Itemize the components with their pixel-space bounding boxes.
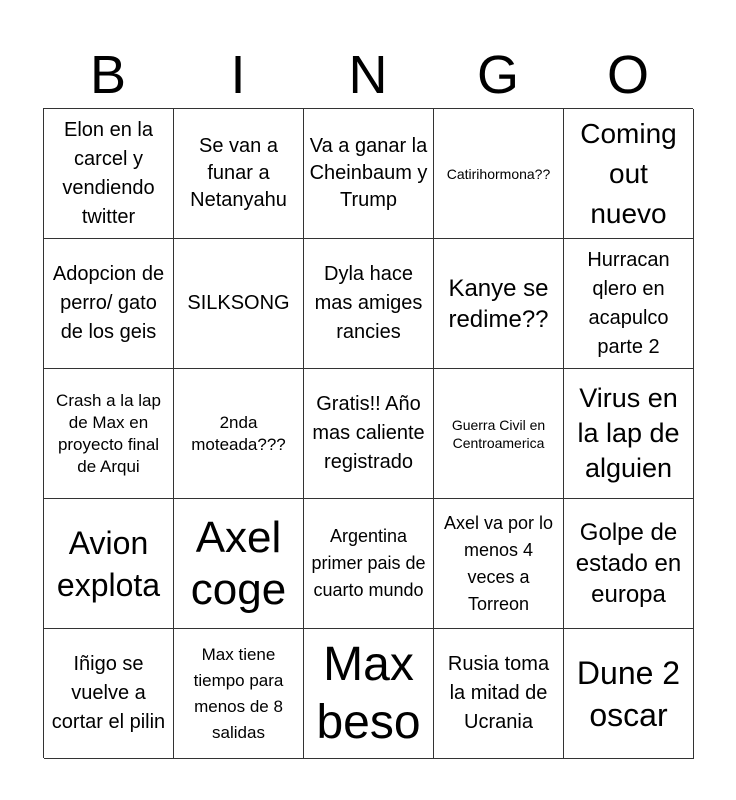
cell-text: Golpe de estado en europa <box>575 519 682 608</box>
cell-text: Dyla hace mas amiges rancies <box>314 263 423 343</box>
cell-text: Rusia toma la mitad de Ucrania <box>447 653 550 733</box>
cell-text: Guerra Civil en Centroamerica <box>451 416 546 451</box>
cell-text: Iñigo se vuelve a cortar el pilin <box>51 653 166 733</box>
bingo-cell-r5-c2[interactable] <box>174 629 304 759</box>
cell-text: Max tiene tiempo para menos de 8 salidas <box>193 644 284 742</box>
bingo-cell-r4-c1[interactable] <box>44 499 174 629</box>
cell-text: Dune 2 oscar <box>576 654 681 733</box>
bingo-cell-r3-c3[interactable] <box>304 369 434 499</box>
cell-text: Crash a la lap de Max en proyecto final de Arqui <box>56 390 161 476</box>
bingo-cell-r1-c4[interactable] <box>434 109 564 239</box>
bingo-cell-r5-c3[interactable] <box>304 629 434 759</box>
bingo-cell-r2-c2[interactable] <box>174 239 304 369</box>
cell-text: Axel coge <box>190 512 287 614</box>
bingo-cell-r1-c1[interactable] <box>44 109 174 239</box>
bingo-cell-r4-c2[interactable] <box>174 499 304 629</box>
cell-text: Argentina primer pais de cuarto mundo <box>311 526 426 600</box>
bingo-cell-r3-c2[interactable] <box>174 369 304 499</box>
bingo-header <box>43 44 693 106</box>
bingo-cell-r1-c3[interactable] <box>304 109 434 239</box>
cell-text: Va a ganar la Cheinbaum y Trump <box>309 135 428 211</box>
header-letter-g: G <box>476 45 519 105</box>
cell-text: Adopcion de perro/ gato de los geis <box>52 263 165 343</box>
cell-text: Avion explota <box>56 524 161 603</box>
cell-text: Kanye se redime?? <box>448 274 549 333</box>
bingo-cell-r2-c4[interactable] <box>434 239 564 369</box>
bingo-cell-r2-c3[interactable] <box>304 239 434 369</box>
cell-text: 2nda moteada??? <box>191 412 286 454</box>
cell-text: Gratis!! Año mas caliente registrado <box>312 393 425 473</box>
cell-text: Catirihormona?? <box>446 165 551 182</box>
cell-text: Coming out nuevo <box>580 117 677 229</box>
bingo-cell-r3-c5[interactable] <box>564 369 694 499</box>
bingo-cell-r5-c5[interactable] <box>564 629 694 759</box>
cell-text: Virus en la lap de alguien <box>577 383 680 483</box>
bingo-cell-r4-c4[interactable] <box>434 499 564 629</box>
header-letter-o: O <box>606 45 649 105</box>
bingo-cell-r1-c5[interactable] <box>564 109 694 239</box>
bingo-cell-r2-c5[interactable] <box>564 239 694 369</box>
cell-text: Max beso <box>316 637 421 749</box>
bingo-cell-r2-c1[interactable] <box>44 239 174 369</box>
bingo-cell-r5-c4[interactable] <box>434 629 564 759</box>
bingo-cell-r5-c1[interactable] <box>44 629 174 759</box>
cell-text: Elon en la carcel y vendiendo twitter <box>62 118 155 228</box>
bingo-cell-r3-c4[interactable] <box>434 369 564 499</box>
cell-text: Se van a funar a Netanyahu <box>190 135 287 211</box>
bingo-cell-r3-c1[interactable] <box>44 369 174 499</box>
header-letter-b: B <box>89 45 127 105</box>
cell-text: SILKSONG <box>187 292 290 314</box>
cell-text: Hurracan qlero en acapulco parte 2 <box>587 248 670 358</box>
header-letter-n: N <box>348 45 388 105</box>
bingo-cell-r4-c5[interactable] <box>564 499 694 629</box>
bingo-cell-r1-c2[interactable] <box>174 109 304 239</box>
cell-text: Axel va por lo menos 4 veces a Torreon <box>443 512 554 614</box>
bingo-board <box>43 108 693 758</box>
bingo-cell-r4-c3[interactable] <box>304 499 434 629</box>
header-letter-i: I <box>230 45 246 105</box>
